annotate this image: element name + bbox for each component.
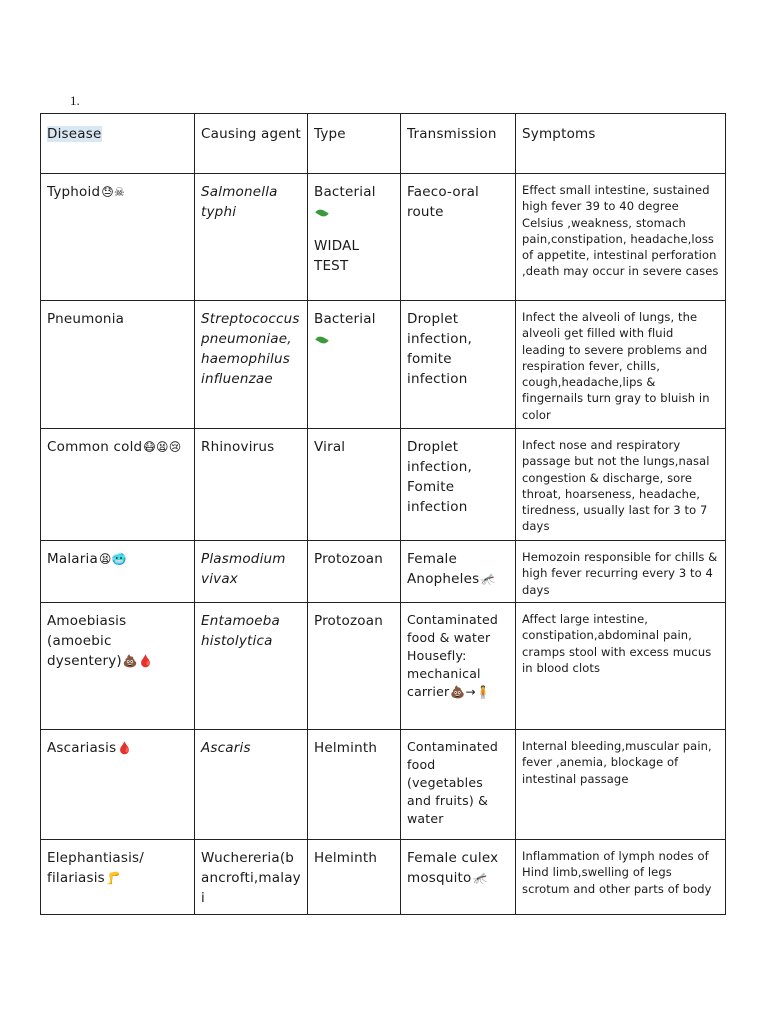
disease-emoji-icon: 😓☠ — [101, 185, 125, 199]
type-label: Helminth — [314, 740, 378, 756]
header-transmission: Transmission — [401, 114, 516, 174]
agent-name: Salmonella typhi — [201, 184, 278, 220]
symptoms-text: Infect the alveoli of lungs, the alveoli get filled with fluid leading to severe problems and respiration fever, chills, cough,headache,lips & fingernails turn gray to bluish in color — [522, 310, 710, 422]
transmission-text: Contaminated food (vegetables and fruits) & water — [407, 739, 499, 826]
leg-icon: 🦵 — [105, 871, 122, 885]
symptoms-text: Infect nose and respiratory passage but not the lungs,nasal congestion & discharge, sore throat, hoarseness, headache, tiredness, usually last for 3 to 7 days — [522, 438, 710, 534]
disease-cell — [41, 429, 195, 541]
agent-name: Streptococcus pneumoniae, haemophilus influenzae — [201, 311, 300, 387]
symptoms-text: Inflammation of lymph nodes of Hind limb,swelling of legs scrotum and other parts of body — [522, 849, 712, 896]
symptoms-cell — [516, 541, 726, 603]
agent-name: Entamoeba histolytica — [201, 613, 281, 649]
type-cell — [308, 541, 401, 603]
transmission-cell — [401, 174, 516, 301]
type-label: Bacterial — [314, 311, 376, 327]
table-row — [41, 429, 726, 541]
agent-cell — [195, 301, 308, 429]
transmission-cell — [401, 429, 516, 541]
header-disease — [41, 114, 195, 174]
transmission-text: Contaminated food & water Housefly: mechanical carrier — [407, 612, 499, 699]
disease-cell — [41, 174, 195, 301]
disease-cell — [41, 603, 195, 730]
table-row — [41, 541, 726, 603]
transmission-cell — [401, 730, 516, 840]
mosquito-icon: 🦟 — [480, 572, 496, 586]
table-row — [41, 840, 726, 915]
type-cell — [308, 301, 401, 429]
transmission-text: Faeco-oral route — [407, 184, 479, 220]
agent-cell — [195, 174, 308, 301]
transmission-cell — [401, 301, 516, 429]
type-label: Bacterial — [314, 184, 376, 200]
type-label: Helminth — [314, 850, 378, 866]
disease-name: Typhoid — [47, 184, 101, 200]
type-label: Protozoan — [314, 551, 383, 567]
carrier-icon: 💩→🧍 — [450, 685, 491, 699]
transmission-text: Female culex mosquito — [407, 850, 499, 886]
transmission-cell — [401, 541, 516, 603]
bacteria-icon — [315, 334, 328, 345]
disease-cell — [41, 730, 195, 840]
disease-name: Common cold — [47, 439, 143, 455]
test-note: WIDAL TEST — [314, 238, 360, 274]
header-agent: Causing agent — [195, 114, 308, 174]
type-label: Viral — [314, 439, 346, 455]
symptoms-text: Affect large intestine, constipation,abdominal pain, cramps stool with excess mucus in blood clots — [522, 612, 712, 675]
disease-emoji-icon: 😷😫😢 — [143, 440, 182, 454]
agent-cell — [195, 730, 308, 840]
transmission-text: Droplet infection, fomite infection — [407, 311, 472, 387]
agent-cell — [195, 429, 308, 541]
agent-cell — [195, 541, 308, 603]
agent-name: Plasmodium vivax — [201, 551, 286, 587]
type-cell — [308, 429, 401, 541]
disease-name: Malaria — [47, 551, 98, 567]
disease-table — [40, 113, 726, 915]
transmission-text: Droplet infection, Fomite infection — [407, 439, 472, 515]
transmission-text: Female Anopheles — [407, 551, 480, 587]
table-header-row — [41, 114, 726, 174]
header-type: Type — [308, 114, 401, 174]
transmission-cell — [401, 603, 516, 730]
table-row — [41, 730, 726, 840]
bacteria-icon — [315, 207, 328, 218]
table-row — [41, 603, 726, 730]
symptoms-cell — [516, 429, 726, 541]
agent-cell — [195, 603, 308, 730]
disease-emoji-icon: 😫🥶 — [98, 552, 127, 566]
type-cell — [308, 174, 401, 301]
symptoms-cell — [516, 301, 726, 429]
table-row — [41, 174, 726, 301]
mosquito-icon: 🦟 — [472, 871, 488, 885]
symptoms-cell — [516, 840, 726, 915]
agent-name: Rhinovirus — [201, 439, 275, 455]
disease-name: Amoebiasis (amoebic dysentery) — [47, 613, 127, 669]
agent-cell — [195, 840, 308, 915]
blood-drop-icon: 🩸 — [117, 741, 133, 755]
disease-cell — [41, 840, 195, 915]
symptoms-cell — [516, 730, 726, 840]
agent-name: Ascaris — [201, 740, 251, 756]
disease-cell — [41, 301, 195, 429]
disease-name: Pneumonia — [47, 311, 125, 327]
disease-emoji-icon: 💩🩸 — [122, 654, 154, 668]
type-cell — [308, 730, 401, 840]
type-cell — [308, 840, 401, 915]
symptoms-text: Hemozoin responsible for chills & high fever recurring every 3 to 4 days — [522, 550, 718, 597]
agent-name: Wuchereria(bancrofti,malayi — [201, 850, 301, 906]
symptoms-cell — [516, 174, 726, 301]
symptoms-cell — [516, 603, 726, 730]
header-symptoms: Symptoms — [516, 114, 726, 174]
type-label: Protozoan — [314, 613, 383, 629]
disease-name: Ascariasis — [47, 740, 117, 756]
symptoms-text: Effect small intestine, sustained high fever 39 to 40 degree Celsius ,weakness, stomach pain,constipation, headache,loss of appetite, intestinal perforation ,death may occur in severe cases — [522, 183, 719, 279]
table-row — [41, 301, 726, 429]
symptoms-text: Internal bleeding,muscular pain, fever ,anemia, blockage of intestinal passage — [522, 739, 712, 786]
disease-cell — [41, 541, 195, 603]
transmission-cell — [401, 840, 516, 915]
type-cell — [308, 603, 401, 730]
list-number: 1. — [70, 93, 80, 108]
header-disease-label: Disease — [47, 126, 102, 142]
disease-name: Elephantiasis/ filariasis — [47, 850, 145, 886]
